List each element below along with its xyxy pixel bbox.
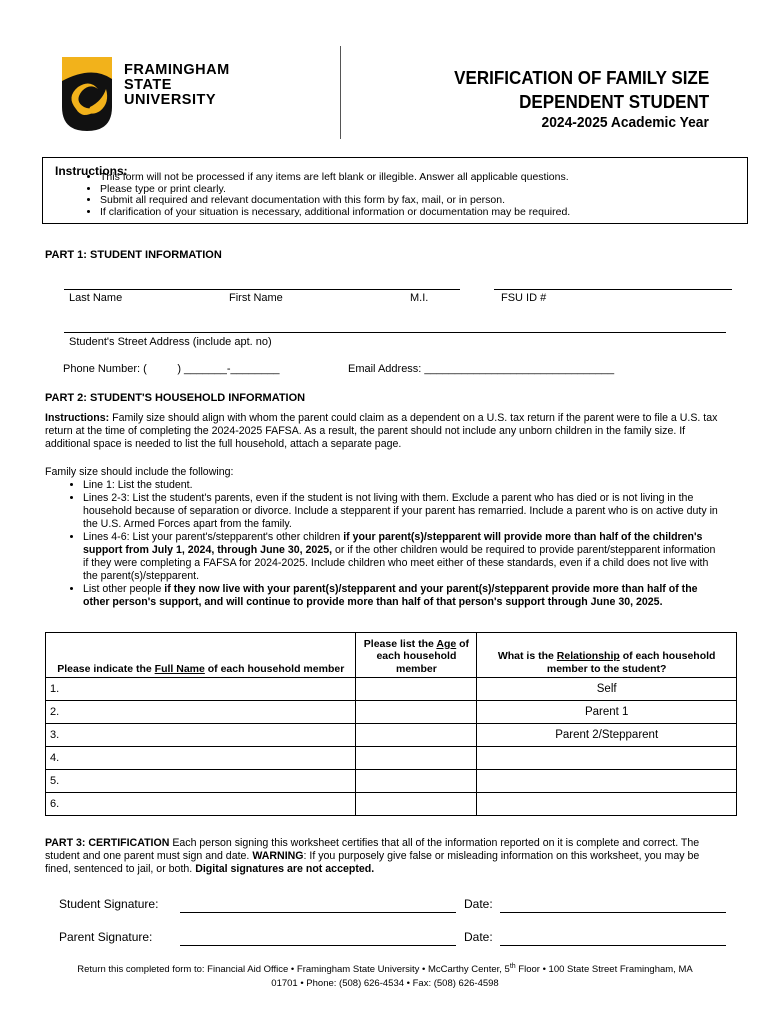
instructions-list xyxy=(87,172,570,218)
age-column-header xyxy=(356,633,477,678)
parent-signature-label: Parent Signature: xyxy=(59,930,153,944)
warning-label: WARNING xyxy=(252,850,304,862)
phone-number-field[interactable]: Phone Number: ( ) _______-________ xyxy=(63,363,280,375)
student-date-field[interactable] xyxy=(500,912,726,913)
household-name-cell[interactable]: 2. xyxy=(46,701,356,724)
household-age-cell[interactable] xyxy=(356,724,477,747)
household-age-cell[interactable] xyxy=(356,678,477,701)
logo-line-2: STATE xyxy=(124,77,172,93)
certification-body: Each person signing this worksheet certifies that all of the information reported on it is complete and correct. The student and one parent must sign and date. xyxy=(45,837,700,862)
instruction-item: • Submit all required and relevant documentation with this form by fax, mail, or in person. xyxy=(100,195,570,207)
header-underlined-text: Relationship xyxy=(556,650,620,662)
student-signature-label: Student Signature: xyxy=(59,897,159,911)
footer-superscript: th xyxy=(509,963,516,970)
header-text: of each household member xyxy=(376,637,470,675)
parent-signature-field[interactable] xyxy=(180,945,456,946)
header-text: of each household member xyxy=(204,662,345,675)
footer-text: Floor • 100 State Street Framingham, MA xyxy=(515,964,693,976)
rule-text: Lines 4-6: List your parent's/stepparent's other children xyxy=(83,531,344,543)
certification-body: : If you purposely give false or misleading information on this worksheet, you may be fined, sentenced to jail, or both. xyxy=(45,850,700,875)
family-rule-item: • Lines 2-3: List the student's parents, even if the student is not living with them. Exclude a parent who has died or is not living in the household because of separation or divorce. Include a stepparent if your parent has remarried. Include a parent who is on active duty in the U.S. Armed Forces apart from the family. xyxy=(83,492,723,531)
family-size-list xyxy=(70,479,723,609)
logo-line-1: FRAMINGHAM xyxy=(124,62,230,78)
household-name-cell[interactable]: 6. xyxy=(46,793,356,816)
street-address-label: Student's Street Address (include apt. no) xyxy=(69,336,272,348)
instructions-box xyxy=(42,157,748,224)
title-line-1: VERIFICATION OF FAMILY SIZE xyxy=(453,67,709,88)
table-row xyxy=(46,701,737,724)
header-text: of each household member to the student? xyxy=(546,650,716,675)
fsu-id-field[interactable] xyxy=(494,289,732,290)
footer-contact xyxy=(0,960,770,991)
household-relationship-cell[interactable]: Parent 2/Stepparent xyxy=(477,724,737,747)
email-address-field[interactable]: Email Address: _______________________________ xyxy=(348,363,615,375)
instruction-item: • Please type or print clearly. xyxy=(100,184,570,196)
header-text: What is the xyxy=(497,650,557,662)
full-name-column-header xyxy=(46,633,356,678)
header-text: Please list the xyxy=(363,637,437,650)
parent-date-label: Date: xyxy=(464,930,493,944)
family-intro: Family size should include the following: xyxy=(45,466,234,478)
table-row xyxy=(46,793,737,816)
family-rule-item xyxy=(83,583,723,609)
footer-line-2: 01701 • Phone: (508) 626-4534 • Fax: (508) 626-4598 xyxy=(271,978,499,990)
academic-year: 2024-2025 Academic Year xyxy=(541,114,709,131)
household-relationship-cell[interactable]: Parent 1 xyxy=(477,701,737,724)
logo-line-3: UNIVERSITY xyxy=(124,92,217,108)
university-logo-text xyxy=(124,63,230,108)
header-underlined-text: Age xyxy=(436,637,457,650)
household-relationship-cell[interactable] xyxy=(477,747,737,770)
first-name-label: First Name xyxy=(229,292,283,304)
street-address-field[interactable] xyxy=(64,332,726,333)
table-row xyxy=(46,724,737,747)
household-age-cell[interactable] xyxy=(356,747,477,770)
household-table xyxy=(45,632,737,816)
title-line-2: DEPENDENT STUDENT xyxy=(518,91,709,112)
household-name-cell[interactable]: 3. xyxy=(46,724,356,747)
instructions-text: Family size should align with whom the parent could claim as a dependent on a U.S. tax return if the parent were to file a U.S. tax return at the time of completing the 2024-2025 FAFSA. As a result, the parent should not include any unborn children in the family size. If additional space is needed to list the full household, attach a separate page. xyxy=(45,412,718,450)
digital-signature-note: Digital signatures are not accepted. xyxy=(195,863,375,875)
table-row xyxy=(46,678,737,701)
instructions-label: Instructions: xyxy=(45,412,110,424)
household-instructions xyxy=(45,412,725,451)
household-table-header xyxy=(46,633,737,678)
household-relationship-cell[interactable] xyxy=(477,770,737,793)
household-age-cell[interactable] xyxy=(356,770,477,793)
table-row xyxy=(46,770,737,793)
instruction-item: • This form will not be processed if any items are left blank or illegible. Answer all applicable questions. xyxy=(100,172,570,184)
household-name-cell[interactable]: 4. xyxy=(46,747,356,770)
household-age-cell[interactable] xyxy=(356,701,477,724)
rule-bold-text: if your parent(s)/stepparent will provide more than half of the children's support from July 1, 2024, through June 30, 2025, xyxy=(83,531,703,556)
form-title xyxy=(454,66,709,114)
student-date-label: Date: xyxy=(464,897,493,911)
part3-heading: PART 3: CERTIFICATION xyxy=(45,837,170,849)
mi-label: M.I. xyxy=(410,292,429,304)
rule-bold-text: if they now live with your parent(s)/stepparent and your parent(s)/stepparent provide more than half of the other person's support, and will continue to provide more than half of that person's support through June 30, 2025. xyxy=(83,583,698,608)
family-size-guidance xyxy=(45,466,723,609)
household-relationship-cell[interactable] xyxy=(477,793,737,816)
household-age-cell[interactable] xyxy=(356,793,477,816)
instructions-title: Instructions: xyxy=(55,164,128,178)
household-relationship-cell[interactable]: Self xyxy=(477,678,737,701)
instruction-item: • If clarification of your situation is necessary, additional information or documentation may be required. xyxy=(100,207,570,219)
table-row xyxy=(46,747,737,770)
fsu-id-label: FSU ID # xyxy=(501,292,547,304)
last-name-label: Last Name xyxy=(69,292,123,304)
family-rule-item: • Line 1: List the student. xyxy=(83,479,723,492)
part2-heading: PART 2: STUDENT'S HOUSEHOLD INFORMATION xyxy=(45,392,306,404)
certification-text xyxy=(45,837,725,876)
family-rule-item xyxy=(83,531,723,583)
parent-date-field[interactable] xyxy=(500,945,726,946)
header-text: Please indicate the xyxy=(57,662,155,675)
header-underlined-text: Full Name xyxy=(154,662,205,675)
university-logo-icon xyxy=(62,57,112,131)
rule-text: or if the other children would be required to provide parent/stepparent information if they were completing a FAFSA for 2024-2025. Include children who meet either of these standards, even if a child does not live with the parent(s)/stepparent. xyxy=(83,544,716,582)
name-field[interactable] xyxy=(64,289,460,290)
footer-text: Return this completed form to: Financial Aid Office • Framingham State University • McCarthy Center, 5 xyxy=(77,964,510,976)
household-name-cell[interactable]: 1. xyxy=(46,678,356,701)
header-divider xyxy=(340,46,341,139)
footer-line-1 xyxy=(0,960,770,977)
rule-text: List other people xyxy=(83,583,165,595)
relationship-column-header xyxy=(477,633,737,678)
student-signature-field[interactable] xyxy=(180,912,456,913)
household-name-cell[interactable]: 5. xyxy=(46,770,356,793)
part1-heading: PART 1: STUDENT INFORMATION xyxy=(45,249,222,261)
